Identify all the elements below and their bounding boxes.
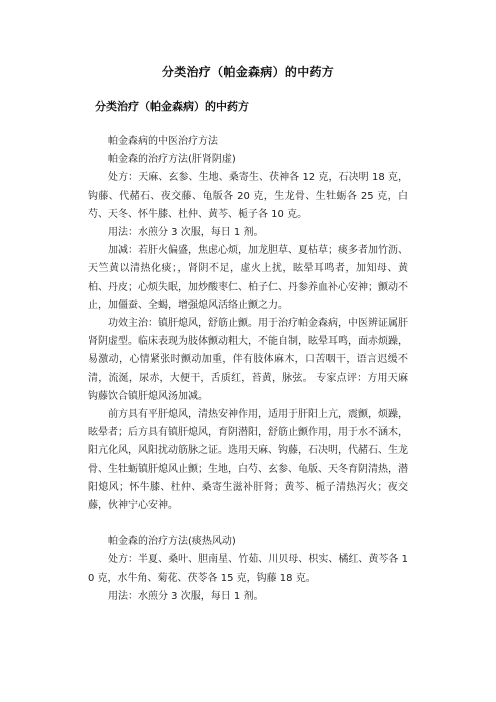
- efficacy-paragraph: 功效主治：镇肝熄风，舒筋止颤。用于治疗帕金森病，中医辨证属肝肾阴虚型。临床表现为肢体颤动粗大，不能自制，眩晕耳鸣，面赤烦躁，易激动，心情紧张时颤动加重，伴有肢体麻木，口苦咽干，语言迟缓不清，流涎，尿赤，大便干，舌质红，苔黄，脉弦。 专家点评：方用天麻钩藤饮合镇肝熄风汤加减。: [88, 318, 408, 402]
- page-subtitle: 分类治疗（帕金森病）的中药方: [95, 100, 249, 113]
- section-heading: 帕金森病的中医治疗方法: [108, 136, 218, 147]
- usage-paragraph: 用法：水煎分 3 次服，每日 1 剂。: [108, 590, 264, 602]
- treatment-type-heading: 帕金森的治疗方法(痰热风动): [108, 536, 236, 548]
- usage-paragraph: 用法：水煎分 3 次服，每日 1 剂。: [108, 227, 264, 239]
- document-body: [88, 133, 408, 606]
- modification-paragraph: 加减：若肝火偏盛，焦虑心烦，加龙胆草、夏枯草；痰多者加竹沥、天竺黄以清热化痰；，肾阴不足，虚火上扰，眩晕耳鸣者，加知母、黄柏、丹皮；心烦失眠，加炒酸枣仁、柏子仁、丹参养血补心安神；颤动不止，加僵蚕、全蝎，增强熄风活络止颤之力。: [88, 245, 408, 311]
- prescription-paragraph: 处方：半夏、桑叶、胆南星、竹茹、川贝母、枳实、橘红、黄芩各 10 克，水牛角、菊花、茯苓各 15 克，钩藤 18 克。: [88, 554, 408, 584]
- commentary-paragraph: 前方具有平肝熄风，清热安神作用，适用于肝阳上亢，震颤，烦躁，眩晕者；后方具有镇肝熄风，育阴潜阳，舒筋止颤作用，用于水不涵木，阳亢化风，风阳扰动筋脉之证。选用天麻、钩藤，石决明，代赭石、生龙骨、生牡蛎镇肝熄风止颤；生地，白芍、玄参、龟版、天冬育阴清热，潜阳熄风；怀牛膝、杜仲、桑寄生滋补肝肾；黄芩、栀子清热泻火；夜交藤，伙神宁心安神。: [88, 409, 408, 512]
- paragraph-gap: [88, 515, 408, 533]
- prescription-paragraph: 处方：天麻、玄参、生地、桑寄生、茯神各 12 克，石决明 18 克，钩藤、代赭石、夜交藤、龟版各 20 克，生龙骨、生牡蛎各 25 克，白芍、天冬、怀牛膝、杜仲、黄芩、栀子各 10 克。: [88, 172, 408, 220]
- treatment-type-heading: 帕金森的治疗方法(肝肾阴虚): [108, 154, 236, 166]
- page-title: 分类治疗（帕金森病）的中药方: [161, 65, 335, 79]
